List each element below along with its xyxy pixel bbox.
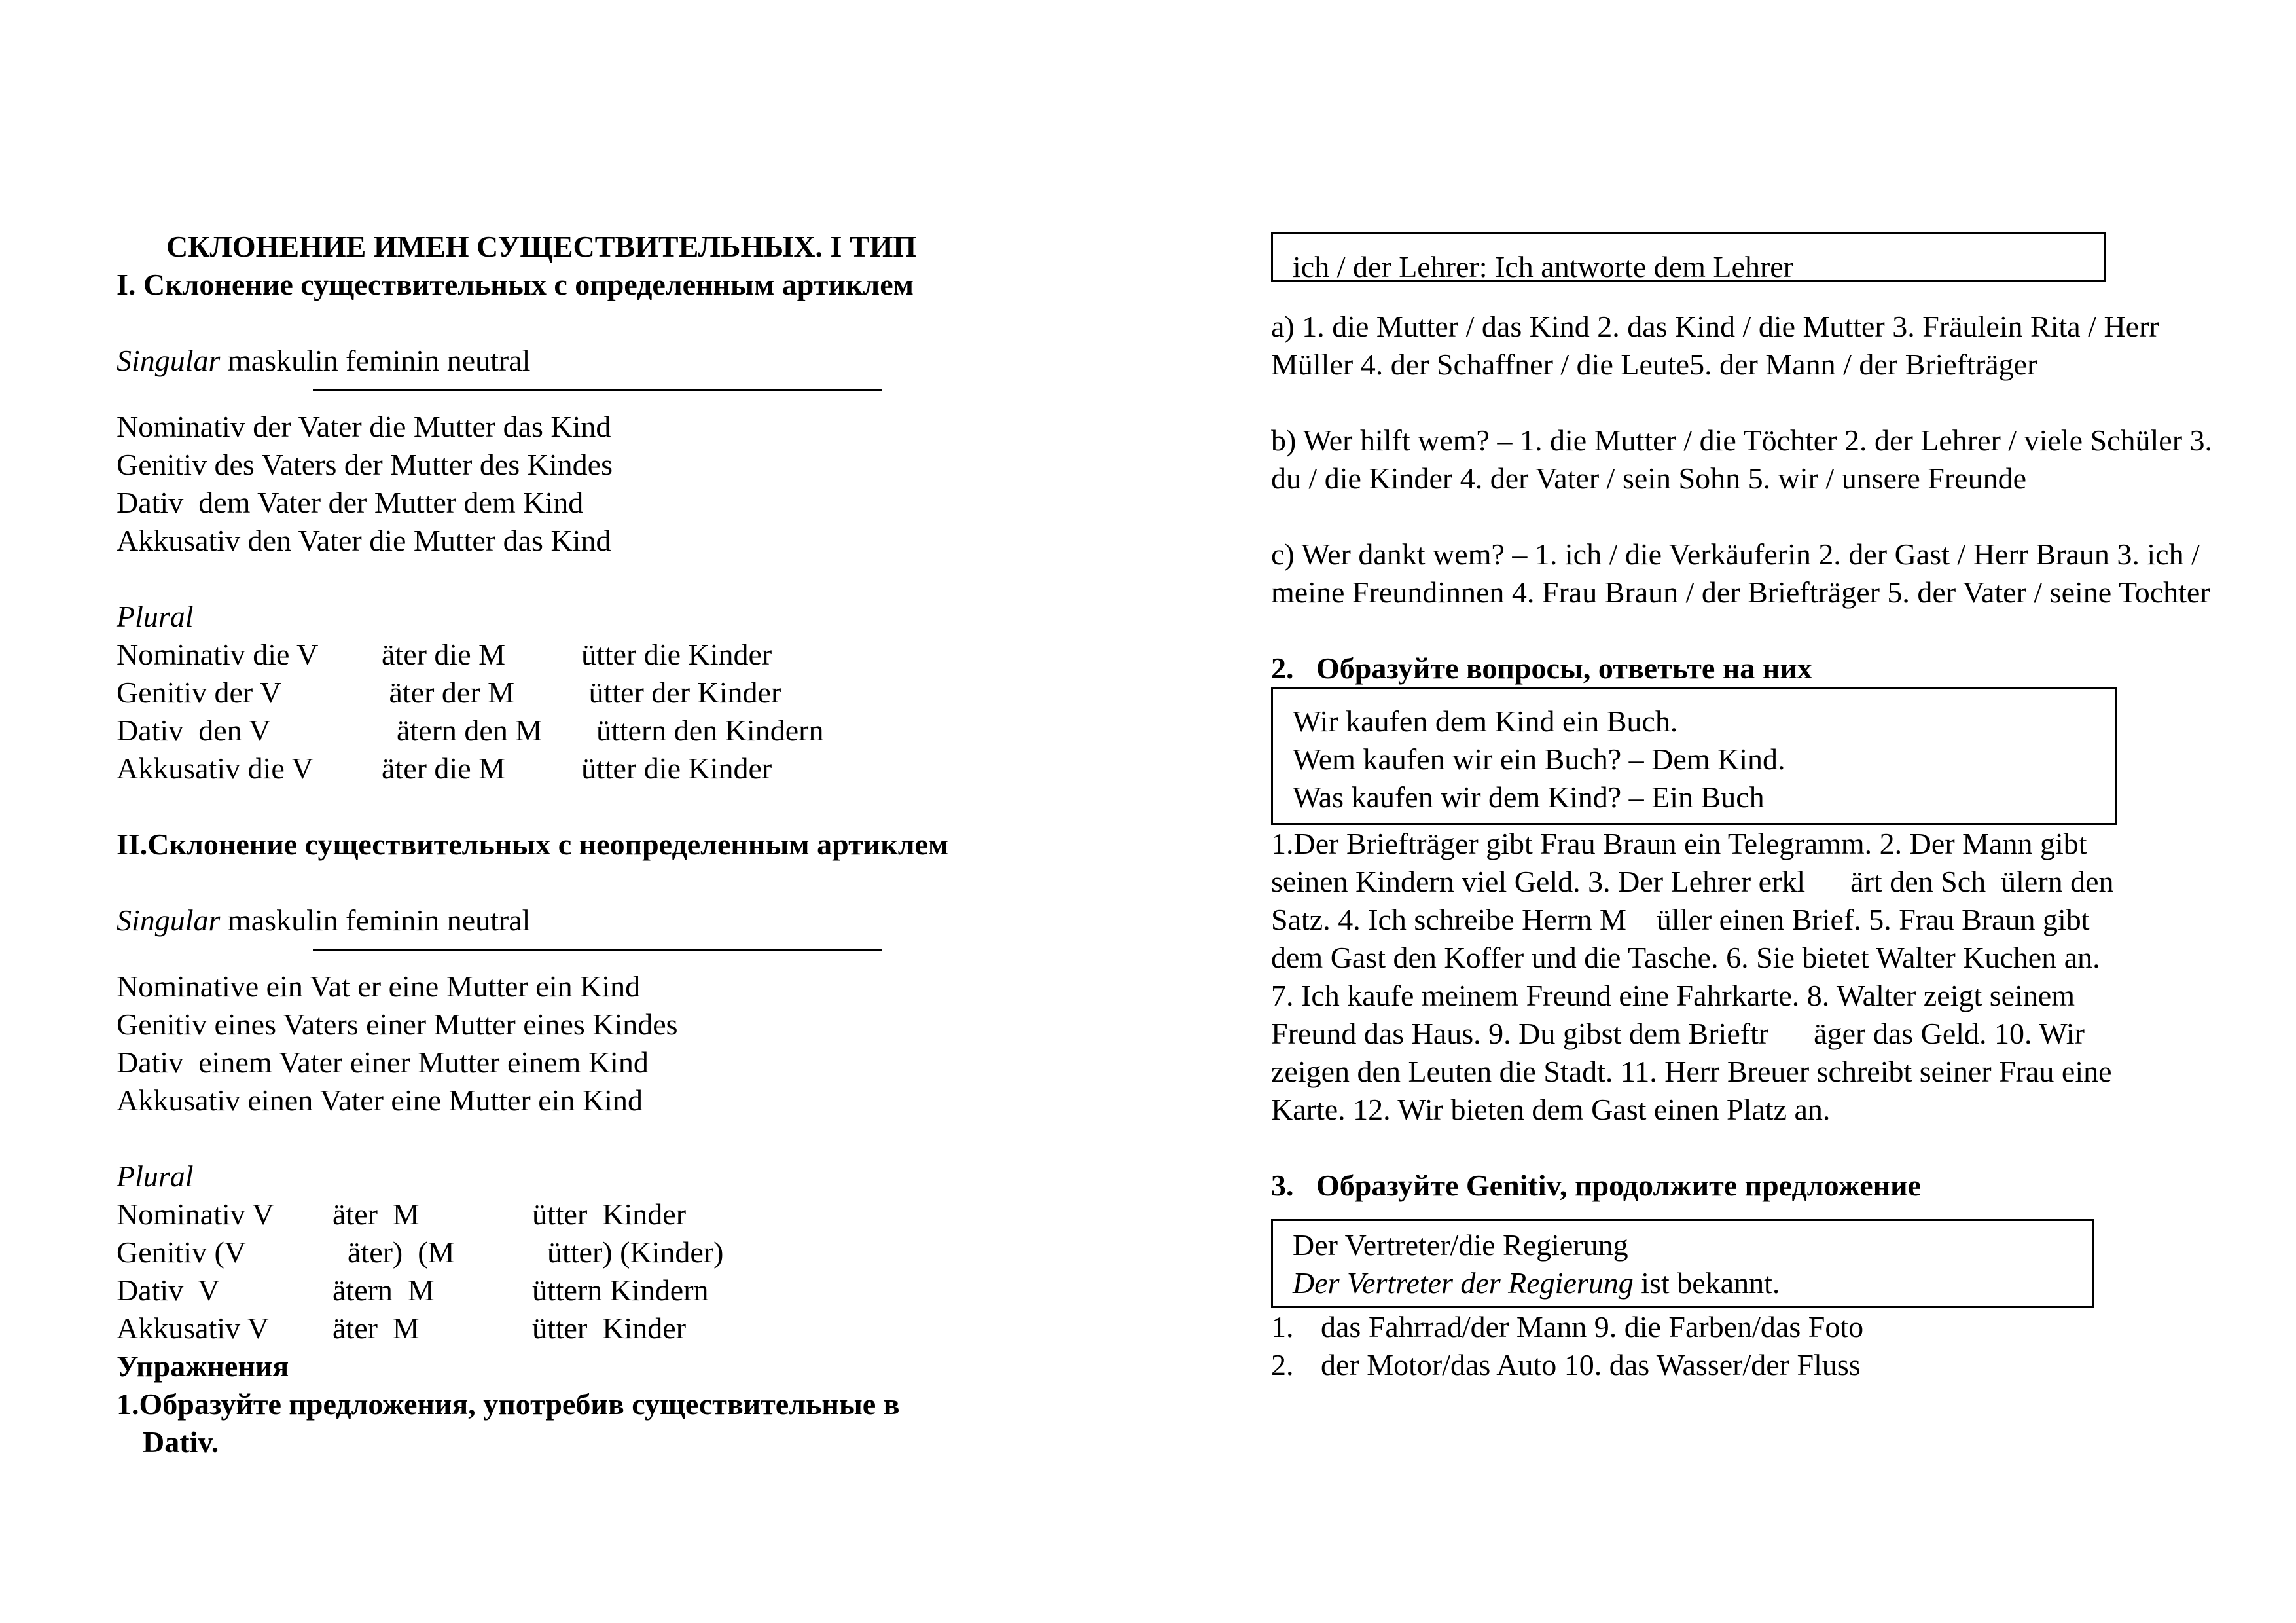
example-text: Der Vertreter/die Regierung bbox=[1293, 1228, 1628, 1262]
table-cell: Akkusativ V bbox=[117, 1311, 269, 1345]
task-c: c) Wer dankt wem? – 1. ich / die Verkäuferin 2. der Gast / Herr Braun 3. ich / meine Freundinnen 4. Frau Braun / der Briefträger 5. der Vater / seine Tochter bbox=[1271, 538, 2210, 609]
declension-row: Dativ dem Vater der Mutter dem Kind bbox=[117, 486, 584, 519]
singular-label: Singular bbox=[117, 344, 221, 377]
singular-label: Singular bbox=[117, 903, 221, 937]
divider-rule bbox=[313, 949, 882, 951]
task-b: b) Wer hilft wem? – 1. die Mutter / die Töchter 2. der Lehrer / viele Schüler 3. du / die Kinder 4. der Vater / sein Sohn 5. wir / unsere Freunde bbox=[1271, 424, 2213, 495]
plural-indefinite-table bbox=[117, 1195, 1085, 1347]
singular-header-2 bbox=[117, 902, 1085, 939]
exercise-text-line: dem Gast den Koffer und die Tasche. 6. Sie bietet Walter Kuchen an. bbox=[1271, 941, 2100, 974]
exercise-1-title: 1.Образуйте предложения, употребив существительные в bbox=[117, 1387, 900, 1421]
declension-row: Nominative ein Vat er eine Mutter ein Kind bbox=[117, 970, 641, 1003]
table-cell bbox=[778, 712, 994, 750]
example-text: Wir kaufen dem Kind ein Buch. bbox=[1293, 704, 1678, 738]
list-number: 1. bbox=[1271, 1310, 1294, 1343]
table-cell: ütter die Kinder bbox=[581, 752, 772, 785]
right-column bbox=[1271, 228, 2214, 1384]
table-cell: Dativ V bbox=[117, 1273, 220, 1307]
table-cell: äter der M bbox=[382, 676, 515, 709]
example-text: Was kaufen wir dem Kind? – Ein Buch bbox=[1293, 780, 1765, 814]
task-a: a) 1. die Mutter / das Kind 2. das Kind / die Mutter 3. Fräulein Rita / Herr Müller 4. der Schaffner / die Leute5. der Mann / der Briefträger bbox=[1271, 310, 2159, 381]
table-cell bbox=[778, 750, 994, 788]
example-box-3 bbox=[1271, 1219, 2094, 1308]
table-cell: ütter) (Kinder) bbox=[532, 1235, 724, 1269]
table-cell: ütter Kinder bbox=[532, 1311, 687, 1345]
table-cell: ätern den M bbox=[382, 714, 543, 747]
example-italic: Der Vertreter der Regierung bbox=[1293, 1266, 1634, 1300]
divider-rule bbox=[313, 389, 882, 391]
section-1-title: I. Склонение существительных с определенным артиклем bbox=[117, 268, 914, 301]
plural-definite-table bbox=[117, 636, 1085, 788]
table-cell: ätern M bbox=[332, 1273, 435, 1307]
plural-label: Plural bbox=[117, 600, 194, 633]
section-2-title: II.Склонение существительных с неопределенным артиклем bbox=[117, 828, 949, 861]
singular-header-1 bbox=[117, 342, 1085, 380]
example-box-2 bbox=[1271, 687, 2117, 825]
example-text: ich / der Lehrer: Ich antworte dem Lehrer bbox=[1293, 250, 1793, 282]
declension-row: Genitiv eines Vaters einer Mutter eines Kindes bbox=[117, 1008, 678, 1041]
declension-row: Akkusativ einen Vater eine Mutter ein Kind bbox=[117, 1084, 643, 1117]
exercise-text-line: Freund das Haus. 9. Du gibst dem Brieftr äger das Geld. 10. Wir bbox=[1271, 1017, 2085, 1050]
declension-row: Genitiv des Vaters der Mutter des Kindes bbox=[117, 448, 613, 481]
table-cell: üttern den Kindern bbox=[581, 714, 824, 747]
exercise-3-title: 3. Образуйте Genitiv, продолжите предложение bbox=[1271, 1169, 1922, 1202]
example-rest: ist bekannt. bbox=[1633, 1266, 1780, 1300]
table-cell: äter M bbox=[332, 1311, 420, 1345]
table-cell: üttern Kindern bbox=[532, 1273, 709, 1307]
table-cell: Nominativ V bbox=[117, 1197, 274, 1231]
exercise-text-line: seinen Kindern viel Geld. 3. Der Lehrer erkl ärt den Sch ülern den bbox=[1271, 865, 2114, 898]
exercise-text-line: 7. Ich kaufe meinem Freund eine Fahrkarte. 8. Walter zeigt seinem bbox=[1271, 979, 2075, 1012]
table-cell bbox=[778, 636, 994, 674]
table-cell: Akkusativ die V bbox=[117, 752, 314, 785]
table-cell: ütter Kinder bbox=[532, 1197, 687, 1231]
list-item bbox=[1271, 1308, 2214, 1346]
left-column bbox=[117, 228, 1085, 1461]
example-text: Wem kaufen wir ein Buch? – Dem Kind. bbox=[1293, 742, 1785, 776]
exercise-2-title: 2. Образуйте вопросы, ответьте на них bbox=[1271, 651, 1812, 685]
table-cell: Nominativ die V bbox=[117, 638, 319, 671]
list-text: der Motor/das Auto 10. das Wasser/der Fluss bbox=[1321, 1348, 1861, 1381]
table-cell: äter) (M bbox=[332, 1235, 455, 1269]
genders-label: maskulin feminin neutral bbox=[227, 903, 531, 937]
table-cell: Genitiv der V bbox=[117, 676, 282, 709]
list-text: das Fahrrad/der Mann 9. die Farben/das Foto bbox=[1321, 1310, 1864, 1343]
exercise-1-title-cont: Dativ. bbox=[143, 1425, 219, 1459]
table-cell: äter die M bbox=[382, 638, 506, 671]
table-cell bbox=[778, 674, 994, 712]
table-cell: äter die M bbox=[382, 752, 506, 785]
page-title: СКЛОНЕНИЕ ИМЕН СУЩЕСТВИТЕЛЬНЫХ. I ТИП bbox=[166, 230, 917, 263]
table-cell: äter M bbox=[332, 1197, 420, 1231]
list-item bbox=[1271, 1346, 2214, 1384]
table-cell: Genitiv (V bbox=[117, 1235, 247, 1269]
declension-row: Akkusativ den Vater die Mutter das Kind bbox=[117, 524, 611, 557]
table-cell: ütter der Kinder bbox=[581, 676, 781, 709]
declension-row: Nominativ der Vater die Mutter das Kind bbox=[117, 410, 611, 443]
plural-label: Plural bbox=[117, 1159, 194, 1193]
example-box-1 bbox=[1271, 232, 2106, 282]
declension-row: Dativ einem Vater einer Mutter einem Kind bbox=[117, 1046, 649, 1079]
example-text-2 bbox=[1293, 1264, 2092, 1302]
exercise-text-line: 1.Der Briefträger gibt Frau Braun ein Telegramm. 2. Der Mann gibt bbox=[1271, 827, 2087, 860]
genders-label: maskulin feminin neutral bbox=[227, 344, 531, 377]
list-number: 2. bbox=[1271, 1348, 1294, 1381]
exercise-text-line: zeigen den Leuten die Stadt. 11. Herr Breuer schreibt seiner Frau eine bbox=[1271, 1055, 2112, 1088]
exercise-text-line: Satz. 4. Ich schreibe Herrn M üller einen Brief. 5. Frau Braun gibt bbox=[1271, 903, 2090, 936]
exercises-title: Упражнения bbox=[117, 1349, 289, 1383]
exercise-text-line: Karte. 12. Wir bieten dem Gast einen Platz an. bbox=[1271, 1093, 1831, 1126]
table-cell: Dativ den V bbox=[117, 714, 271, 747]
table-cell: ütter die Kinder bbox=[581, 638, 772, 671]
